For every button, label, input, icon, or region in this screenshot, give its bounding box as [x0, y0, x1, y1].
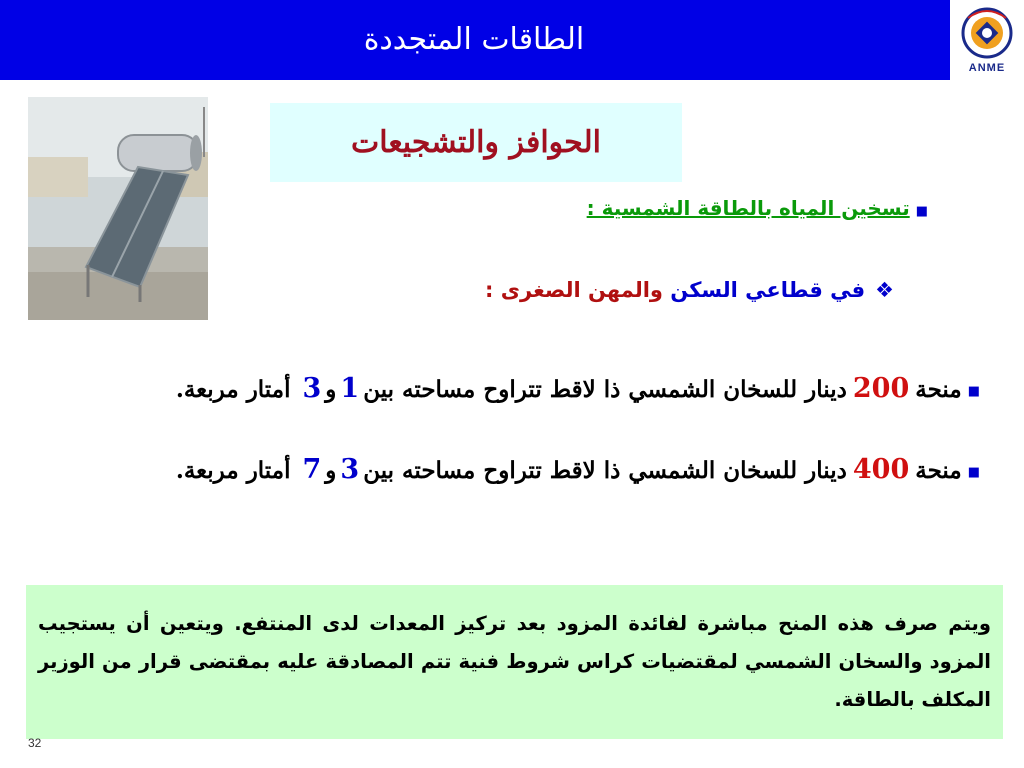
- solar-heater-photo: [28, 97, 208, 320]
- logo: [948, 0, 1024, 80]
- grant-middle: دينار للسخان الشمسي ذا لاقط تتراوح مساحته بين: [363, 457, 847, 484]
- grant-max: 3: [302, 373, 322, 404]
- subheading-part2: والمهن الصغرى :: [485, 278, 663, 302]
- subtitle-box: [270, 103, 682, 182]
- page-number: 32: [28, 736, 42, 750]
- subheading-part1: في قطاعي السكن: [670, 278, 866, 302]
- note-box: [26, 585, 1003, 739]
- subtitle: الحوافز والتشجيعات: [350, 125, 602, 160]
- grant-prefix: منحة: [915, 457, 962, 484]
- bullet-square-icon: ■: [915, 204, 928, 219]
- grant-suffix: أمتار مربعة.: [175, 376, 291, 403]
- page-title: الطاقات المتجددة: [363, 22, 585, 57]
- grant-conj: و: [325, 457, 337, 484]
- grant-item: [176, 454, 980, 485]
- grant-prefix: منحة: [915, 376, 962, 403]
- bullet-square-icon: ■: [967, 383, 980, 399]
- grant-middle: دينار للسخان الشمسي ذا لاقط تتراوح مساحته بين: [363, 376, 847, 403]
- section-heading-text: تسخين المياه بالطاقة الشمسية :: [586, 196, 910, 220]
- grant-min: 3: [340, 454, 360, 485]
- grant-amount: 200: [852, 373, 910, 404]
- grant-conj: و: [325, 376, 337, 403]
- grant-item: [176, 373, 980, 404]
- grant-max: 7: [302, 454, 322, 485]
- logo-text: ANME: [968, 62, 1006, 74]
- grant-amount: 400: [852, 454, 910, 485]
- bullet-square-icon: ■: [967, 464, 980, 480]
- section-subheading: [485, 278, 894, 302]
- diamond-bullet-icon: ❖: [875, 278, 894, 302]
- grant-suffix: أمتار مربعة.: [175, 457, 291, 484]
- anme-logo-icon: [956, 2, 1018, 62]
- section-heading: [587, 196, 928, 220]
- grant-min: 1: [340, 373, 360, 404]
- note-text: ويتم صرف هذه المنح مباشرة لفائدة المزود بعد تركيز المعدات لدى المنتفع. ويتعين أن يستجيب المزود والسخان الشمسي لمقتضيات كراس شروط فنية تتم المصادقة عليه بمقتضى قرار من الوزير المكلف بالطاقة.: [38, 612, 991, 711]
